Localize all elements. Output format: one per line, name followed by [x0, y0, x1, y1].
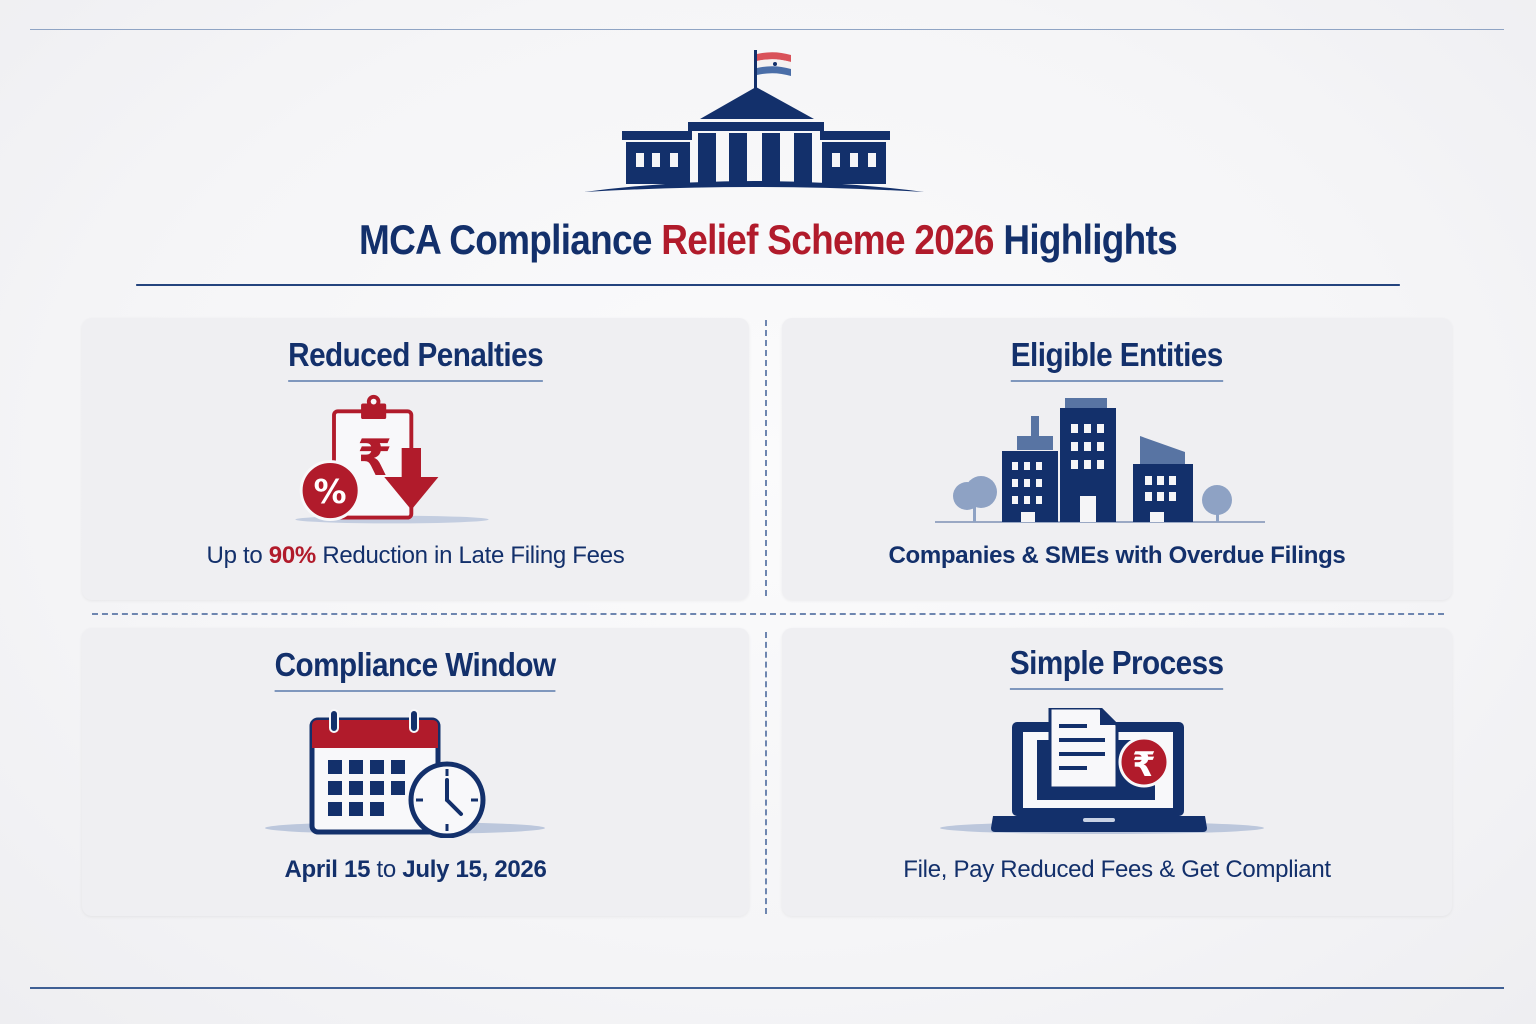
card-caption: File, Pay Reduced Fees & Get Compliant — [903, 856, 1331, 883]
bottom-rule — [30, 987, 1504, 989]
card-compliance-window — [82, 628, 749, 916]
card-heading: Compliance Window — [82, 646, 749, 692]
card-heading: Eligible Entities — [782, 336, 1452, 382]
vertical-divider-top — [765, 320, 767, 596]
clipboard-rupee-percent-down-arrow-icon — [252, 390, 532, 535]
laptop-document-rupee-icon — [937, 708, 1267, 838]
vertical-divider-bottom — [765, 632, 767, 914]
office-buildings-icon — [935, 396, 1265, 526]
calendar-clock-icon — [255, 708, 555, 838]
card-simple-process — [782, 628, 1452, 916]
svg-text:₹: ₹ — [1132, 745, 1156, 785]
card-caption: Up to 90% Reduction in Late Filing Fees — [206, 542, 625, 569]
card-reduced-penalties — [82, 318, 749, 600]
svg-text:%: % — [313, 472, 347, 512]
government-building-icon — [584, 46, 924, 196]
card-eligible-entities — [782, 318, 1452, 600]
flag-icon — [754, 50, 791, 90]
svg-text:₹: ₹ — [357, 428, 393, 488]
highlight-percentage: 90% — [268, 542, 316, 569]
title-rule — [136, 284, 1400, 286]
horizontal-divider — [92, 613, 1444, 615]
top-rule — [30, 29, 1504, 30]
card-heading: Reduced Penalties — [82, 336, 749, 382]
card-caption: Companies & SMEs with Overdue Filings — [888, 542, 1346, 569]
card-heading: Simple Process — [782, 644, 1452, 690]
card-caption: April 15 to July 15, 2026 — [284, 856, 547, 883]
page-title: MCA Compliance Relief Scheme 2026 Highlights — [359, 216, 1177, 263]
title-accent: Relief Scheme 2026 — [661, 216, 994, 263]
